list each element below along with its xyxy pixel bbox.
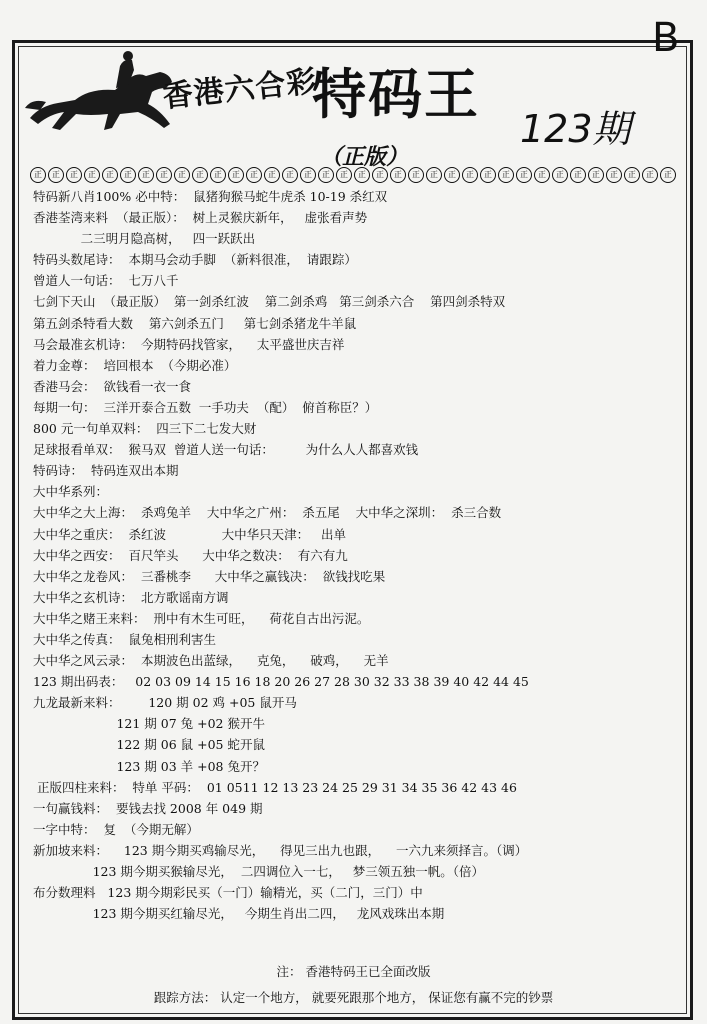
content-line: 大中华之赌王来料： 刑中有木生可旺， 荷花自古出污泥。 bbox=[33, 610, 370, 626]
zheng-badge-icon: 正 bbox=[336, 167, 352, 183]
content-line: 特码头数尾诗： 本期马会动手脚 （新料很准， 请跟踪） bbox=[33, 252, 357, 268]
zheng-badge-icon: 正 bbox=[372, 167, 388, 183]
zheng-badge-icon: 正 bbox=[480, 167, 496, 183]
zheng-badge-icon: 正 bbox=[228, 167, 244, 183]
content-line: 正版四柱来料： 特单 平码： 01 0511 12 13 23 24 25 29 31 34 35 36 42 43 46 bbox=[33, 779, 517, 795]
content-line: 特码诗： 特码连双出本期 bbox=[33, 463, 179, 479]
issue-number: 123期 bbox=[520, 107, 631, 151]
content-line: 大中华系列： bbox=[33, 484, 109, 500]
zheng-badge-icon: 正 bbox=[354, 167, 370, 183]
zheng-badge-icon: 正 bbox=[120, 167, 136, 183]
content-line: 九龙最新来料： 120 期 02 鸡 +05 鼠开马 bbox=[33, 695, 297, 711]
content-line: 马会最准玄机诗： 今期特码找管家， 太平盛世庆吉祥 bbox=[33, 336, 345, 352]
content-line: 大中华之玄机诗： 北方歌谣南方调 bbox=[33, 589, 229, 605]
zheng-badge-icon: 正 bbox=[426, 167, 442, 183]
zheng-badge-icon: 正 bbox=[498, 167, 514, 183]
zheng-badge-icon: 正 bbox=[174, 167, 190, 183]
content-line: 七剑下天山 （最正版） 第一剑杀红波 第二剑杀鸡 第三剑杀六合 第四剑杀特双 bbox=[33, 294, 506, 310]
zheng-badge-icon: 正 bbox=[138, 167, 154, 183]
zheng-badge-icon: 正 bbox=[84, 167, 100, 183]
content-line: 800 元一句单双料： 四三下二七发大财 bbox=[33, 421, 257, 437]
content-line: 大中华之龙卷风： 三番桃李 大中华之赢钱决： 欲钱找吃果 bbox=[33, 568, 386, 584]
content-line: 122 期 06 鼠 +05 蛇开鼠 bbox=[33, 737, 265, 753]
content-line: 香港荃湾来料 （最正版）： 树上灵猴庆新年， 虚张看声势 bbox=[33, 210, 368, 226]
zheng-badge-icon: 正 bbox=[246, 167, 262, 183]
content-line: 特码新八肖100% 必中特： 鼠猪狗猴马蛇牛虎杀 10-19 杀红双 bbox=[33, 189, 388, 204]
zheng-badge-icon: 正 bbox=[642, 167, 658, 183]
content-line: 一句赢钱料： 要钱去找 2008 年 049 期 bbox=[33, 800, 263, 816]
zheng-badge-icon: 正 bbox=[444, 167, 460, 183]
zheng-badge-icon: 正 bbox=[606, 167, 622, 183]
page-title: 特码王 bbox=[312, 63, 480, 126]
badge-row bbox=[30, 167, 680, 185]
content-line: 布分数理料 123 期今期彩民买（一门）输精光，买（二门，三门）中 bbox=[33, 885, 423, 901]
zheng-badge-icon: 正 bbox=[192, 167, 208, 183]
zheng-badge-icon: 正 bbox=[624, 167, 640, 183]
content-line: 123 期出码表： 02 03 09 14 15 16 18 20 26 27 28 30 32 33 38 39 40 42 44 45 bbox=[33, 674, 529, 690]
zheng-badge-icon: 正 bbox=[462, 167, 478, 183]
zheng-badge-icon: 正 bbox=[516, 167, 532, 183]
content-line: 123 期 03 羊 +08 兔开？ bbox=[33, 758, 265, 774]
zheng-badge-icon: 正 bbox=[408, 167, 424, 183]
footer-tracking: 跟踪方法： 认定一个地方， 就要死跟那个地方， 保证您有赢不完的钞票 bbox=[153, 990, 554, 1005]
zheng-badge-icon: 正 bbox=[66, 167, 82, 183]
zheng-badge-icon: 正 bbox=[264, 167, 280, 183]
content-line: 大中华之重庆： 杀红波 大中华只天津： 出单 bbox=[33, 526, 346, 542]
content-line: 123 期今期买猴输尽光， 二四调位入一七， 梦三领五独一帆。（倍） bbox=[33, 864, 485, 879]
content-line: 大中华之大上海： 杀鸡兔羊 大中华之广州： 杀五尾 大中华之深圳： 杀三合数 bbox=[33, 505, 502, 521]
content-line: 新加坡来料： 123 期今期买鸡输尽光， 得见三出九也跟， 一六九来须择言。（调） bbox=[33, 842, 528, 858]
zheng-badge-icon: 正 bbox=[588, 167, 604, 183]
publisher-name: 香港六合彩 bbox=[161, 63, 320, 116]
zheng-badge-icon: 正 bbox=[552, 167, 568, 183]
zheng-badge-icon: 正 bbox=[210, 167, 226, 183]
content-line: 足球报看单双： 猴马双 曾道人送一句话： 为什么人人都喜欢钱 bbox=[33, 442, 419, 458]
zheng-badge-icon: 正 bbox=[534, 167, 550, 183]
zheng-badge-icon: 正 bbox=[390, 167, 406, 183]
edition-label: （正版） bbox=[320, 145, 409, 170]
zheng-badge-icon: 正 bbox=[102, 167, 118, 183]
zheng-badge-icon: 正 bbox=[30, 167, 46, 183]
zheng-badge-icon: 正 bbox=[282, 167, 298, 183]
content-line: 123 期今期买红输尽光， 今期生肖出二四， 龙风戏珠出本期 bbox=[33, 906, 445, 922]
zheng-badge-icon: 正 bbox=[300, 167, 316, 183]
zheng-badge-icon: 正 bbox=[570, 167, 586, 183]
content-body bbox=[33, 186, 683, 924]
content-line: 大中华之传真： 鼠兔相刑利害生 bbox=[33, 631, 216, 647]
content-line: 一字中特： 复 （今期无解） bbox=[33, 821, 199, 837]
horse-rider-logo bbox=[20, 48, 180, 138]
content-line: 121 期 07 兔 +02 猴开牛 bbox=[33, 716, 265, 732]
content-line: 曾道人一句话： 七万八千 bbox=[33, 273, 179, 289]
content-line: 大中华之西安： 百尺竿头 大中华之数决： 有六有九 bbox=[33, 547, 348, 563]
zheng-badge-icon: 正 bbox=[156, 167, 172, 183]
content-line: 二三明月隐高树， 四一跃跃出 bbox=[33, 231, 256, 247]
content-line: 大中华之风云录： 本期波色出蓝绿， 克兔， 破鸡， 无羊 bbox=[33, 653, 389, 669]
corner-letter: B bbox=[652, 15, 680, 61]
zheng-badge-icon: 正 bbox=[660, 167, 676, 183]
content-line: 香港马会： 欲钱看一衣一食 bbox=[33, 378, 191, 394]
content-line: 每期一句： 三洋开泰合五数 一手功夫 （配） 俯首称臣？） bbox=[33, 399, 378, 415]
content-line: 着力金尊： 培回根本 （今期必准） bbox=[33, 357, 237, 373]
footer-note: 注： 香港特码王已全面改版 bbox=[276, 964, 431, 979]
zheng-badge-icon: 正 bbox=[318, 167, 334, 183]
content-line: 第五剑杀特看大数 第六剑杀五门 第七剑杀猪龙牛羊鼠 bbox=[33, 315, 357, 331]
zheng-badge-icon: 正 bbox=[48, 167, 64, 183]
